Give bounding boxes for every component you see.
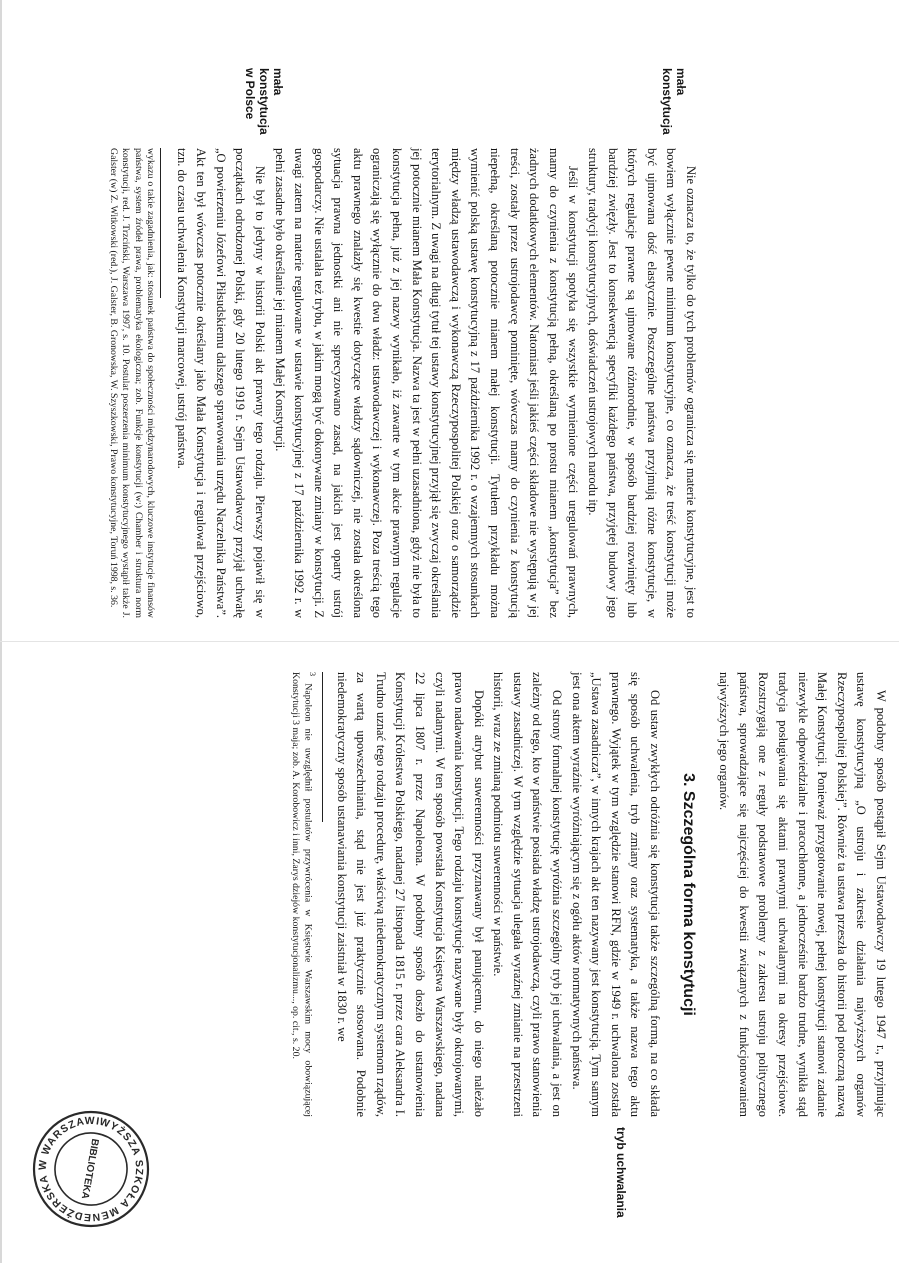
footnote: wykazu o takie zagadnienia, jak: stosunek państwa do społeczności międzynarodowych, kluczowe instytucje finansów państwa, system źródeł prawa, problematyka ekologiczna; zob. Funkcje konstytucji (w:) Chamber i struktura norm konstytucji, red. J. Trzciński, Warszawa 1997, s. 10. Postulat poszerzenia minimum konstytucyjnego wystąpił także J. Galster (w) Z. Witkowski (red.), J. Galster, B. Gronowska, W. Szyszkowski, Prawo konstytucyjne, Toruń 1998, s. 36.	[107, 148, 156, 618]
paragraph: Nie oznacza to, że tylko do tych problemów ogranicza się materie konstytucyjne, jest to bowiem wyłącznie pewne minimum konstytucyjne, co oznacza, że treść konstytucji może być ujmowana dość elastycznie. Poszczególne państwa przyjmują różne konstytucje, w których regulacje prawne są ujmowane różnorodnie, w sposób bardziej rozwinięty lub bardziej zwięzły. Jest to konsekwencją specyfiki każdego państwa, przyjętej budowy jego struktury, tradycji konstytucyjnych, doświadczeń ustrojowych narodu itp.	[586, 148, 698, 618]
margin-note-small-constitution: mała konstytucja	[660, 68, 688, 135]
footnote-block	[289, 672, 323, 1117]
paragraph: Jeśli w konstytucji spotyka się wszystkie wymienione części uregulowań prawnych, mamy do czynienia z konstytucją pełną, określaną po prostu mianem „konstytucja” bez żadnych dodatkowych elementów. Natomiast jeśli jakieś części składowe nie występują w jej treści, zostały przez ustrojodawcę pominięte, wówczas mamy do czynienia z konstytucją niepełną, określaną potocznie mianem małej konstytucji. Tytułem przykładu można wymienić polską ustawę konstytucyjną z 17 października 1992 r. o wzajemnych stosunkach między władzą ustawodawczą i wykonawczą Rzeczypospolitej Polskiej oraz o samorządzie terytorialnym. Z uwagi na długi tytuł tej ustawy konstytucyjnej przyjął się zwyczaj określania jej potocznie mianem Mała Konstytucja. Nazwa ta jest w pełni uzasadniona, gdyż nie była to konstytucja pełna, już z jej nazwy wynikało, iż zawarte w tym akcie prawnym regulacje ograniczają się wyłącznie do dwu władz: ustawodawczej i wykonawczej. Poza treścią tego aktu prawnego znalazły się kwestie dotyczące władzy sądowniczej, nie została określona sytuacja prawna jednostki ani nie sprecyzowano zasad, na jakich jest oparty ustrój gospodarczy. Nie ustalała też trybu, w jakim mogą być dokonywane zmiany w konstytucji. Z uwagi zatem na materie regulowane w ustawie konstytucyjnej z 17 października 1992 r. w pełni zasadne było określanie jej mianem Małej Konstytucji.	[272, 148, 581, 618]
footnote-block	[106, 148, 161, 618]
paragraph: W podobny sposób postąpił Sejm Ustawodawczy 19 lutego 1947 r., przyjmując ustawę konstytucyjną „O ustroju i zakresie działania najwyższych organów Rzeczypospolitej Polskiej”. Również ta ustawa przeszła do historii pod potoczną nazwą Małej Konstytucji. Ponieważ przygotowanie nowej, pełnej konstytucji stanowi zadanie niezwykle odpowiedzialne i pracochłonne, a jednocześnie bardzo trudne, wynikła stąd tradycja posługiwania się aktami prawnymi uchwalanymi na okresy przejściowe. Rozstrzygają one z reguły podstawowe problemy z zakresu ustroju politycznego państwa, sprowadzające się najczęściej do kwestii związanych z funkcjonowaniem najwyższych jego organów.	[717, 672, 888, 1117]
paragraph: Od strony formalnej konstytucję wyróżnia szczególny tryb jej uchwalania, a jest on zależny od tego, kto w państwie posiada władzę ustrojodawczą, czyli prawo stanowienia ustawy zasadniczej. W tym względzie sytuacja ulegała wyraźnej zmianie na przestrzeni historii, wraz ze zmianą podmiotu suwerenności w państwie.	[491, 672, 565, 1117]
scan-fold-line	[0, 641, 899, 642]
footnote-text: Napoleon nie uwzględnił postulatów przywrócenia w Księstwie Warszawskim mocy obowiązującej Konstytucji 3 maja; zob. A. Korobowicz i inni, Zarys dziejów konstytucjonalizmu..., op. cit., s. 20.	[290, 672, 314, 1117]
paragraph: Nie był to jedyny w historii Polski akt prawny tego rodzaju. Pierwszy pojawił się w początkach odrodzonej Polski, gdy 20 lutego 1919 r. Sejm Ustawodawczy przyjął uchwałę „O powierzeniu Józefowi Piłsudskiemu dalszego sprawowania urzędu Naczelnika Państwa”. Akt ten był wówczas potocznie określany jako Mała Konstytucja i regulował przejściowo, tzn. do czasu uchwalenia Konstytucji marcowej, ustrój państwa.	[174, 148, 267, 618]
paragraph: Od ustaw zwykłych odróżnia się konstytucja także szczególną formą, na co składa się sposób uchwalenia, tryb zmiany oraz systematyka, a także nazwa tego aktu prawnego. Wyjątek w tym względzie stanowi RFN, gdzie w 1949 r. uchwalona została „Ustawa zasadnicza”, w innych krajach akt ten nazywany jest konstytucją. Tym samym jest ona aktem wyraźnie wyróżniającym się z ogółu aktów normatywnych państwa.	[569, 672, 663, 1117]
top-page-body	[106, 148, 700, 618]
footnote-marker: 3	[307, 672, 317, 677]
footnote-rule	[160, 148, 161, 298]
scan-edge-left	[0, 0, 2, 1263]
section-heading: 3. Szczególna forma konstytucji	[679, 773, 697, 1016]
paragraph: Dopóki atrybut suwerenności przyznawany był panującemu, do niego należało prawo nadawania konstytucji. Tego rodzaju konstytucje nazywane były oktrojowanymi, czyli nadanymi. W ten sposób powstała Konstytucja Księstwa Warszawskiego, nadana 22 lipca 1807 r. przez Napoleona. W podobny sposób doszło do ustanowienia Konstytucji Królestwa Polskiego, nadanej 27 listopada 1815 r. przez cara Aleksandra I. Trudno uznać tego rodzaju procedurę, właściwą niedemokratycznym systemom rządów, za wartą upowszechniania, stąd nie jest już praktycznie stosowana. Podobnie niedemokratyczny sposób ustanawiania konstytucji zaistniał w 1830 r. we	[334, 672, 486, 1117]
library-stamp	[30, 1108, 152, 1230]
stamp-outer-text: WYŻSZA SZKOŁA MENEDŻERSKA W WARSZAWIE	[36, 1114, 146, 1224]
top-page	[107, 20, 700, 625]
footnote	[289, 672, 318, 1117]
bottom-page-body	[289, 672, 890, 1117]
margin-note-adoption-procedure: tryb uchwalania	[614, 1127, 628, 1218]
stamp-center-text: BIBLIOTEKA	[78, 1137, 101, 1200]
bottom-page	[110, 672, 890, 1252]
footnote-rule	[322, 672, 323, 822]
stamp-graphic	[30, 1108, 152, 1230]
margin-note-small-constitution-poland: mała konstytucja w Polsce	[243, 68, 285, 135]
